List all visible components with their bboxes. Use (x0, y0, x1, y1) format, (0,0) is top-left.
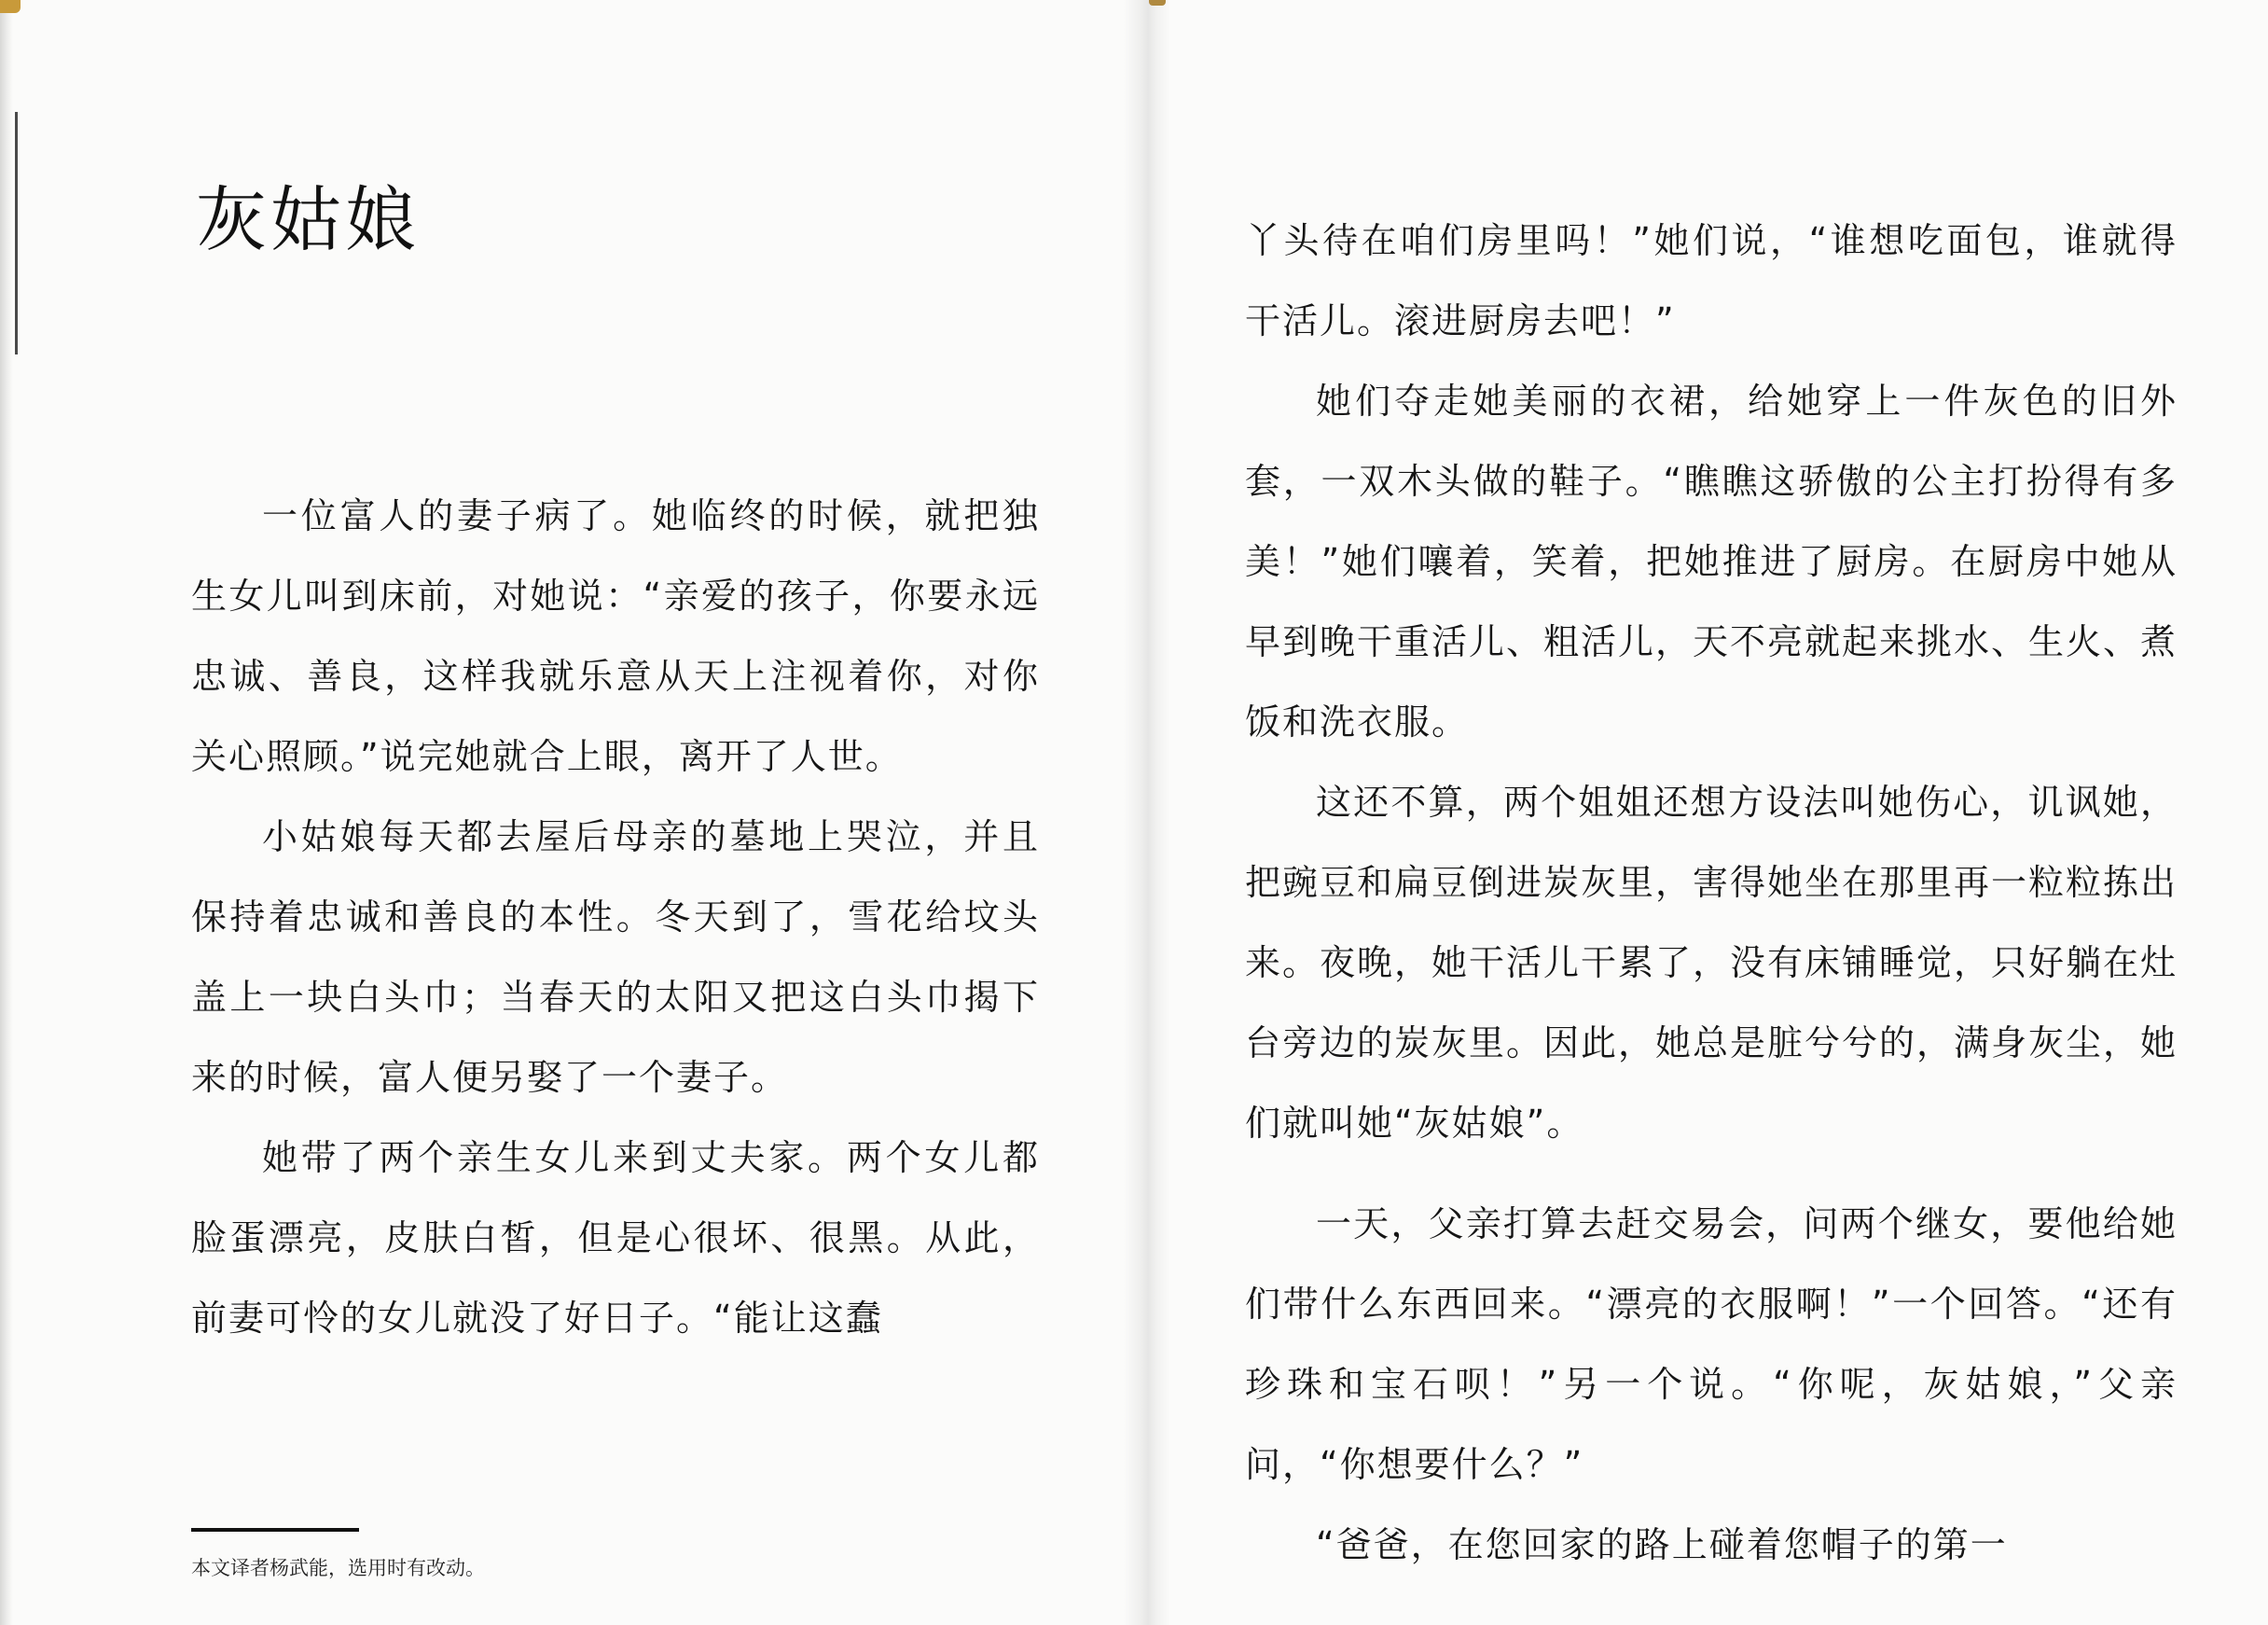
spine-top-mark (1149, 0, 1166, 6)
footnote: 本文译者杨武能，选用时有改动。 (191, 1557, 485, 1579)
right-page-body (1245, 201, 2178, 1585)
paragraph: 一位富人的妻子病了。她临终的时候，就把独生女儿叫到床前，对她说：“亲爱的孩子，你要永远忠诚、善良，这样我就乐意从天上注视着你，对你关心照顾。”说完她就合上眼，离开了人世。 (191, 495, 1040, 777)
footnote-divider (191, 1528, 359, 1532)
paragraph: 她带了两个亲生女儿来到丈夫家。两个女儿都脸蛋漂亮，皮肤白皙，但是心很坏、很黑。从此，前妻可怜的女儿就没了好日子。“能让这蠢 (191, 1137, 1040, 1339)
paragraph: 一天，父亲打算去赶交易会，问两个继女，要他给她们带什么东西回来。“漂亮的衣服啊！”一个回答。“还有珍珠和宝石呗！”另一个说。“你呢，灰姑娘，”父亲问，“你想要什么？” (1245, 1203, 2178, 1485)
left-page-body (191, 476, 1040, 1358)
paragraph: 丫头待在咱们房里吗！”她们说，“谁想吃面包，谁就得干活儿。滚进厨房去吧！” (1245, 220, 2178, 341)
paragraph: 这还不算，两个姐姐还想方设法叫她伤心，讥讽她，把豌豆和扁豆倒进炭灰里，害得她坐在那里再一粒粒拣出来。夜晚，她干活儿干累了，没有床铺睡觉，只好躺在灶台旁边的炭灰里。因此，她总是脏兮兮的，满身灰尘，她们就叫她“灰姑娘”。 (1245, 782, 2178, 1144)
story-title: 灰姑娘 (196, 178, 420, 261)
paragraph: 她们夺走她美丽的衣裙，给她穿上一件灰色的旧外套，一双木头做的鞋子。“瞧瞧这骄傲的公主打扮得有多美！”她们嚷着，笑着，把她推进了厨房。在厨房中她从早到晚干重活儿、粗活儿，天不亮就起来挑水、生火、煮饭和洗衣服。 (1245, 381, 2178, 743)
left-page (0, 0, 1124, 1625)
right-page (1170, 0, 2268, 1625)
paragraph: 小姑娘每天都去屋后母亲的墓地上哭泣，并且保持着忠诚和善良的本性。冬天到了，雪花给坟头盖上一块白头巾；当春天的太阳又把这白头巾揭下来的时候，富人便另娶了一个妻子。 (191, 816, 1040, 1098)
paragraph: “爸爸，在您回家的路上碰着您帽子的第一 (1316, 1524, 2008, 1565)
book-spine-gutter (1124, 0, 1170, 1625)
